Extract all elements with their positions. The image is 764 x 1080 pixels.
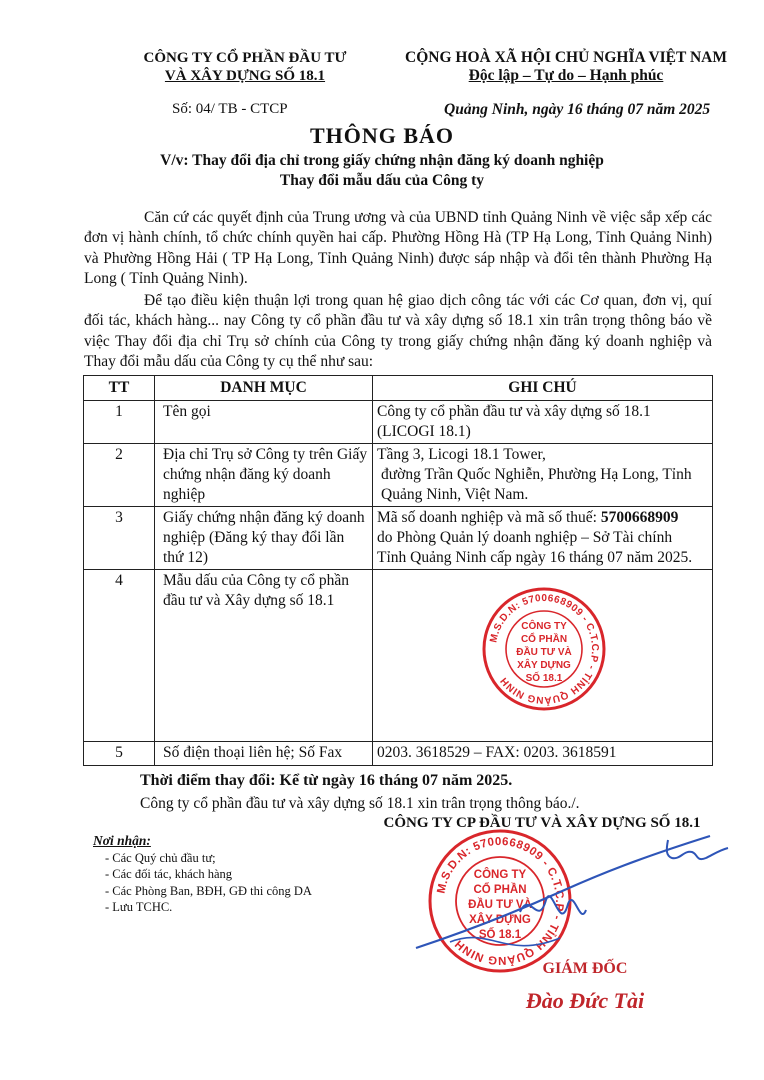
seal-line: CỔ PHẦN <box>520 634 568 645</box>
row-number: 2 <box>84 444 155 507</box>
table-row <box>84 742 713 766</box>
company-name <box>120 49 370 85</box>
row-note-stamp <box>373 570 713 742</box>
seal-line: CỔ PHẦN <box>473 884 527 896</box>
note-line: (LICOGI 18.1) <box>377 423 471 440</box>
note-line <box>377 508 708 528</box>
national-motto <box>386 49 746 85</box>
company-line1: CÔNG TY CỔ PHẦN ĐẦU TƯ <box>143 50 347 66</box>
table-row <box>84 570 713 742</box>
row-number: 4 <box>84 570 155 742</box>
header-tt: TT <box>84 376 155 401</box>
tax-code: 5700668909 <box>600 509 679 526</box>
seal-line: XÂY DỰNG <box>517 660 571 671</box>
table-row <box>84 444 713 507</box>
row-category: Địa chỉ Trụ sở Công ty trên Giấy chứng nhận đăng ký doanh nghiệp <box>155 444 373 507</box>
note-line: Tầng 3, Licogi 18.1 Tower, <box>377 446 546 463</box>
table-row <box>84 507 713 570</box>
note-line: Tỉnh Quảng Ninh cấp ngày 16 tháng 07 năm 2025. <box>377 549 693 566</box>
row-category: Mẫu dấu của Công ty cổ phần đầu tư và Xây dựng số 18.1 <box>155 570 373 742</box>
closing-sentence: Công ty cổ phần đầu tư và xây dựng số 18.1 xin trân trọng thông báo./. <box>140 795 580 812</box>
seal-line: CÔNG TY <box>521 621 567 632</box>
recipients <box>93 833 312 916</box>
table-row <box>84 401 713 444</box>
seal-line: SỐ 18.1 <box>525 673 563 684</box>
note-line: do Phòng Quản lý doanh nghiệp – Sở Tài chính <box>377 529 673 546</box>
seal-line: XÂY DỰNG <box>469 914 531 926</box>
row-number: 5 <box>84 742 155 766</box>
country-name: CỘNG HOÀ XÃ HỘI CHỦ NGHĨA VIỆT NAM <box>405 49 727 66</box>
body-paragraph-2: Để tạo điều kiện thuận lợi trong quan hệ giao dịch công tác với các Cơ quan, đơn vị, quí đối tác, khách hàng... nay Công ty cổ phần đầu tư và xây dựng số 18.1 xin trân trọng thông báo về việc Thay đổi địa chỉ Trụ sở chính của Công ty trong giấy chứng nhận đăng ký doanh nghiệp và Thay đổi mẫu dấu của Công ty cụ thể như sau: <box>84 292 712 371</box>
note-line: đường Trần Quốc Nghiễn, Phường Hạ Long, Tỉnh <box>381 466 692 483</box>
body-paragraph-1: Căn cứ các quyết định của Trung ương và của UBND tỉnh Quảng Ninh về việc sắp xếp các đơn vị hành chính, tổ chức chính quyền hai cấp. Phường Hồng Hà (TP Hạ Long, Tỉnh Quảng Ninh) và Phường Hồng Hải ( TP Hạ Long, Tỉnh Quảng Ninh) được sáp nhập và đổi tên thành Phường Hạ Long ( Tỉnh Quảng Ninh). <box>84 209 712 288</box>
handwritten-signature <box>410 830 750 970</box>
note-prefix: Mã số doanh nghiệp và mã số thuế: <box>377 509 601 526</box>
seal-line: ĐẦU TƯ VÀ <box>468 899 532 911</box>
company-line2: VÀ XÂY DỰNG SỐ 18.1 <box>164 68 326 84</box>
subject-line2: Thay đổi mẫu dấu của Công ty <box>279 172 485 189</box>
row-note <box>373 507 713 570</box>
note-line: Công ty cổ phần đầu tư và xây dựng số 18.1 <box>377 403 651 420</box>
row-note <box>373 401 713 444</box>
row-category: Giấy chứng nhận đăng ký doanh nghiệp (Đăng ký thay đổi lần thứ 12) <box>155 507 373 570</box>
signer-company: CÔNG TY CP ĐẦU TƯ VÀ XÂY DỰNG SỐ 18.1 <box>383 815 701 831</box>
seal-line: SỐ 18.1 <box>478 929 522 941</box>
row-category: Tên gọi <box>155 401 373 444</box>
seal-line: CÔNG TY <box>473 869 527 881</box>
note-line: Quảng Ninh, Việt Nam. <box>381 486 529 503</box>
seal-line: ĐẦU TƯ VÀ <box>516 647 572 658</box>
row-note: 0203. 3618529 – FAX: 0203. 3618591 <box>373 742 713 766</box>
header-note: GHI CHÚ <box>373 376 713 401</box>
row-note <box>373 444 713 507</box>
subject-line1: V/v: Thay đổi địa chỉ trong giấy chứng nhận đăng ký doanh nghiệp <box>160 152 604 169</box>
recipient-item: - Lưu TCHC. <box>105 900 173 914</box>
company-seal <box>479 584 609 714</box>
document-number: Số: 04/ TB - CTCP <box>172 101 288 117</box>
subject <box>0 151 764 191</box>
recipient-item: - Các Quý chủ đầu tư; <box>105 850 216 865</box>
effective-date: Thời điểm thay đổi: Kể từ ngày 16 tháng 07 năm 2025. <box>140 772 513 789</box>
recipient-item: - Các đối tác, khách hàng <box>105 867 233 881</box>
seal-ring-text: M.S.D.N: 5700668909 - C.T.C.P - TỈNH QUẢNG NINH <box>435 835 566 967</box>
table-header-row <box>84 376 713 401</box>
row-category: Số điện thoại liên hệ; Số Fax <box>155 742 373 766</box>
motto: Độc lập – Tự do – Hạnh phúc <box>468 67 664 84</box>
place-date: Quảng Ninh, ngày 16 tháng 07 năm 2025 <box>444 101 711 118</box>
seal-ring-text: M.S.D.N: 5700668909 - C.T.C.P - TỈNH QUẢNG NINH <box>488 592 601 706</box>
document-title: THÔNG BÁO <box>309 123 455 148</box>
recipient-item: - Các Phòng Ban, BĐH, GĐ thi công DA <box>105 883 312 898</box>
change-table <box>83 375 713 766</box>
row-number: 3 <box>84 507 155 570</box>
row-number: 1 <box>84 401 155 444</box>
recipients-title: Nơi nhận: <box>93 833 151 848</box>
signer-name: Đào Đức Tài <box>525 988 645 1013</box>
header-category: DANH MỤC <box>155 376 373 401</box>
signer-position: GIÁM ĐỐC <box>542 960 628 977</box>
